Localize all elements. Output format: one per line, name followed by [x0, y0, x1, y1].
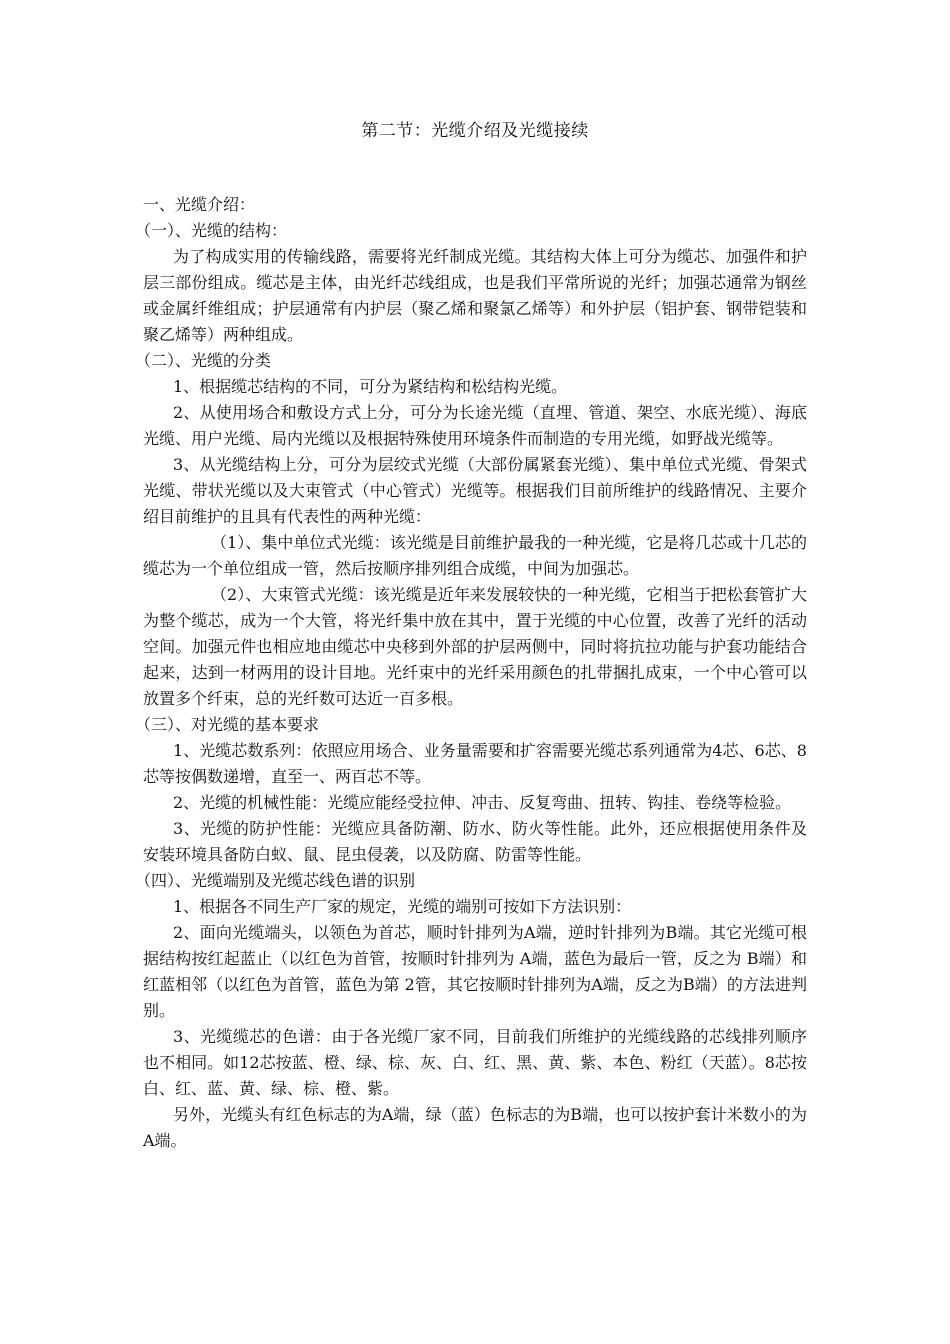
body-paragraph: 2、从使用场合和敷设方式上分，可分为长途光缆（直埋、管道、架空、水底光缆）、海底光缆、用户光缆、局内光缆以及根据特殊使用环境条件而制造的专用光缆，如野战光缆等。 [143, 403, 807, 448]
body-paragraph: 3、光缆的防护性能：光缆应具备防潮、防水、防火等性能。此外，还应根据使用条件及安装环境具备防白蚁、鼠、昆虫侵袭，以及防腐、防雷等性能。 [143, 819, 807, 864]
section-title: 第二节：光缆介绍及光缆接续 [361, 121, 589, 141]
section-heading: （二）、光缆的分类 [135, 351, 272, 370]
body-paragraph: 3、光缆缆芯的色谱：由于各光缆厂家不同，目前我们所维护的光缆线路的芯线排列顺序也不相同。如12芯按蓝、橙、绿、棕、灰、白、红、黑、黄、紫、本色、粉红（天蓝）。8芯按白、红、蓝、黄、绿、棕、橙、紫。 [143, 1027, 807, 1098]
body-paragraph: 为了构成实用的传输线路，需要将光纤制成光缆。其结构大体上可分为缆芯、加强件和护层三部份组成。缆芯是主体，由光纤芯线组成，也是我们平常所说的光纤；加强芯通常为钢丝或金属纤维组成；护层通常有内护层（聚乙烯和聚氯乙烯等）和外护层（铝护套、钢带铠装和聚乙烯等）两种组成。 [143, 247, 807, 344]
body-paragraph: 1、根据缆芯结构的不同，可分为紧结构和松结构光缆。 [173, 377, 568, 396]
body-paragraph: （1）、集中单位式光缆：该光缆是目前维护最我的一种光缆，它是将几芯或十几芯的缆芯为一个单位组成一管，然后按顺序排列组合成缆，中间为加强芯。 [143, 533, 807, 578]
body-paragraph: 3、从光缆结构上分，可分为层绞式光缆（大部份属紧套光缆）、集中单位式光缆、骨架式光缆、带状光缆以及大束管式（中心管式）光缆等。根据我们目前所维护的线路情况、主要介绍目前维护的且具有代表性的两种光缆： [143, 455, 807, 526]
section-heading: （三）、对光缆的基本要求 [135, 715, 320, 734]
section-heading: 一、光缆介绍： [143, 195, 256, 214]
body-paragraph: 1、光缆芯数系列：依照应用场合、业务量需要和扩容需要光缆芯系列通常为4芯、6芯、8芯等按偶数递增，直至一、两百芯不等。 [143, 741, 807, 786]
section-heading: （四）、光缆端别及光缆芯线色谱的识别 [135, 871, 416, 890]
body-paragraph: 1、根据各不同生产厂家的规定，光缆的端别可按如下方法识别： [173, 897, 632, 916]
body-paragraph: 2、光缆的机械性能：光缆应能经受拉伸、冲击、反复弯曲、扭转、钩挂、卷绕等检验。 [173, 793, 792, 812]
section-heading: （一）、光缆的结构： [135, 221, 288, 240]
body-paragraph: （2）、大束管式光缆：该光缆是近年来发展较快的一种光缆，它相当于把松套管扩大为整个缆芯，成为一个大管，将光纤集中放在其中，置于光缆的中心位置，改善了光纤的活动空间。加强元件也相应地由缆芯中央移到外部的护层两侧中，同时将抗拉功能与护套功能结合起来，达到一材两用的设计目地。光纤束中的光纤采用颜色的扎带捆扎成束，一个中心管可以放置多个纤束，总的光纤数可达近一百多根。 [143, 585, 807, 708]
body-paragraph: 2、面向光缆端头，以领色为首芯，顺时针排列为A端，逆时针排列为B端。其它光缆可根据结构按红起蓝止（以红色为首管，按顺时针排列为 A端，蓝色为最后一管，反之为 B端）和红蓝相邻（以红色为首管，蓝色为第 2管，其它按顺时针排列为A端，反之为B端）的方法进判别。 [143, 923, 807, 1020]
body-paragraph: 另外，光缆头有红色标志的为A端，绿（蓝）色标志的为B端，也可以按护套计米数小的为A端。 [143, 1105, 807, 1150]
document-body [135, 192, 807, 1154]
